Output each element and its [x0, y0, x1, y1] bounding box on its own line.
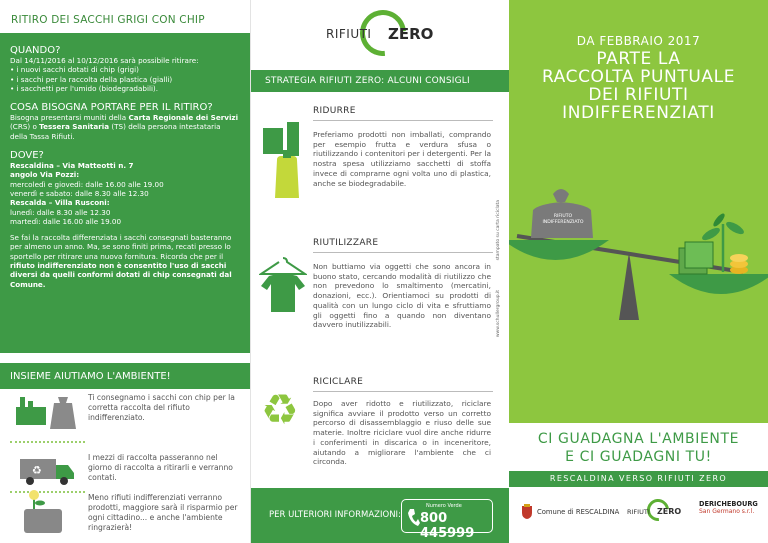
phone-icon	[406, 507, 420, 527]
phone-box[interactable]	[401, 499, 493, 541]
section-title: RIUTILIZZARE	[313, 238, 379, 248]
panel-right	[509, 0, 768, 543]
place2-name: Rescalda – Villa Rusconi:	[10, 198, 110, 208]
divider	[10, 441, 85, 443]
slogan: CI GUADAGNA L'AMBIENTE E CI GUADAGNI TU!	[537, 431, 740, 465]
help-title: INSIEME AIUTIAMO L'AMBIENTE!	[0, 363, 250, 389]
cover-heading	[509, 34, 768, 122]
bring-title: COSA BISOGNA PORTARE PER IL RITIRO?	[10, 102, 213, 114]
panel-left-header	[0, 0, 250, 33]
campaign-band: RESCALDINA VERSO RIFIUTI ZERO	[509, 471, 768, 487]
panel-left	[0, 0, 250, 543]
bag-label: RIFIUTO INDIFFERENZIATO	[542, 214, 584, 225]
when-item: • i nuovi sacchi dotati di chip (grigi)	[10, 65, 139, 75]
svg-text:♻: ♻	[32, 464, 42, 477]
bring-text: Bisogna presentarsi muniti della Carta Regionale dei Servizi (CRS) o Tessera Sanitaria (TS) della persona intestataria della Tassa Rifiuti.	[10, 113, 239, 141]
section-title: RICICLARE	[313, 377, 364, 387]
place2-hours: martedì: dalle 16.00 alle 19.00	[10, 216, 122, 226]
help-text: I mezzi di raccolta passeranno nel giorno di raccolta a ritirarli e verranno contati.	[88, 453, 233, 482]
place1-hours: mercoledì e giovedì: dalle 16.00 alle 19.00	[10, 179, 164, 189]
partner-comune: Comune di RESCALDINA	[537, 508, 620, 516]
wallet-flower-icon	[20, 489, 76, 537]
section-text: Preferiamo prodotti non imballati, comprando per esempio frutta e verdura sfusa o riutilizzando i contenitori per i detergenti. Per la nostra spesa utilizziamo sacchetti di stoffa invece di comprarne ogni volta uno di plastica, anche se biodegradabile.	[313, 130, 491, 188]
phone-label: Numero Verde	[426, 503, 462, 509]
section-title: RIDURRE	[313, 106, 356, 116]
help-section	[0, 353, 250, 543]
header-title: RITIRO DEI SACCHI GRIGI CON CHIP	[11, 14, 205, 26]
when-item: • i sacchetti per l'umido (biodegradabili).	[10, 83, 159, 93]
where-title: DOVE?	[10, 150, 44, 162]
when-item: • i sacchi per la raccolta della plastica (gialli)	[10, 74, 173, 84]
partner-rifiuti-zero-logo: RIFIUTI ZERO	[627, 502, 687, 524]
tshirt-hanger-icon	[259, 256, 307, 316]
cover-title: PARTE LA RACCOLTA PUNTUALE DEI RIFIUTI INDIFFERENZIATI	[541, 49, 736, 123]
rifiuti-zero-logo: RIFIUTI ZERO	[326, 8, 436, 60]
footer-label: PER ULTERIORI INFORMAZIONI:	[269, 510, 401, 520]
place1-hours: venerdì e sabato: dalle 8.30 alle 12.30	[10, 188, 149, 198]
section-text: Dopo aver ridotto e riutilizzato, riciclare significa avviare il prodotto verso un corretto percorso di disassemblaggio e riuso delle sue materie. Inoltre riciclare vuol dire anche ridurre i conferimenti in discarica o in inceneritore, aiutando a migliorare l'ambiente che ci circonda.	[313, 399, 491, 467]
help-text: Ti consegnamo i sacchi con chip per la corretta raccolta del rifiuto indifferenziato.	[88, 393, 235, 422]
comune-crest-icon	[521, 504, 533, 520]
when-intro: Dal 14/11/2016 al 10/12/2016 sarà possibile ritirare:	[10, 56, 199, 65]
info-footer	[251, 488, 509, 543]
recycle-icon	[259, 384, 305, 430]
note-text: Se fai la raccolta differenziata i sacchi consegnati basteranno per almeno un anno. Ma, se sono finiti prima, recati presso lo sportello per ritirare una nuova fornitura. Ricorda che per il rifiuto indifferenziato non è consentito l'uso di sacchi diversi da quelli conformi dotati di chip consegnati dal Comune.	[10, 233, 232, 289]
print-note: stampato su carta riciclata	[496, 200, 501, 261]
phone-number: 800 445999	[420, 511, 475, 541]
place1-name: Rescaldina – Via Matteotti n. 7	[10, 161, 134, 171]
scale-illustration	[509, 180, 768, 330]
info-box	[0, 33, 250, 353]
when-title: QUANDO?	[10, 45, 61, 56]
place2-hours: lunedì: dalle 8.30 alle 12.30	[10, 207, 111, 217]
divider	[313, 120, 493, 121]
section-text: Non buttiamo via oggetti che sono ancora in buono stato, cercando modalità di riutilizzo che non prevedono lo smaltimento (mercatini, donazioni, ecc.). Orientiamoci su prodotti di qualità con un lungo ciclo di vita e sfruttiamo gli oggetti fino a quando non diventano davvero inutilizzabili.	[313, 262, 491, 330]
divider	[313, 391, 493, 392]
factory-bag-icon	[14, 393, 78, 431]
help-text: Meno rifiuti indifferenziati verranno prodotti, maggiore sarà il risparmio per ogni cittadino... e anche l'ambiente ringrazierà!	[88, 493, 238, 532]
printer-url: www.schullergroup.it	[496, 290, 501, 338]
strategy-band: STRATEGIA RIFIUTI ZERO: ALCUNI CONSIGLI	[251, 70, 509, 92]
partner-company: DERICHEBOURG San Germano s.r.l.	[699, 500, 758, 515]
panel-middle	[250, 0, 509, 543]
truck-icon	[18, 453, 78, 487]
start-date: DA FEBBRAIO 2017	[576, 34, 701, 48]
divider	[313, 252, 493, 253]
place1-sub: angolo Via Pozzi:	[10, 170, 80, 180]
svg-text:♻: ♻	[261, 385, 299, 430]
shopping-bag-icon	[257, 118, 309, 202]
